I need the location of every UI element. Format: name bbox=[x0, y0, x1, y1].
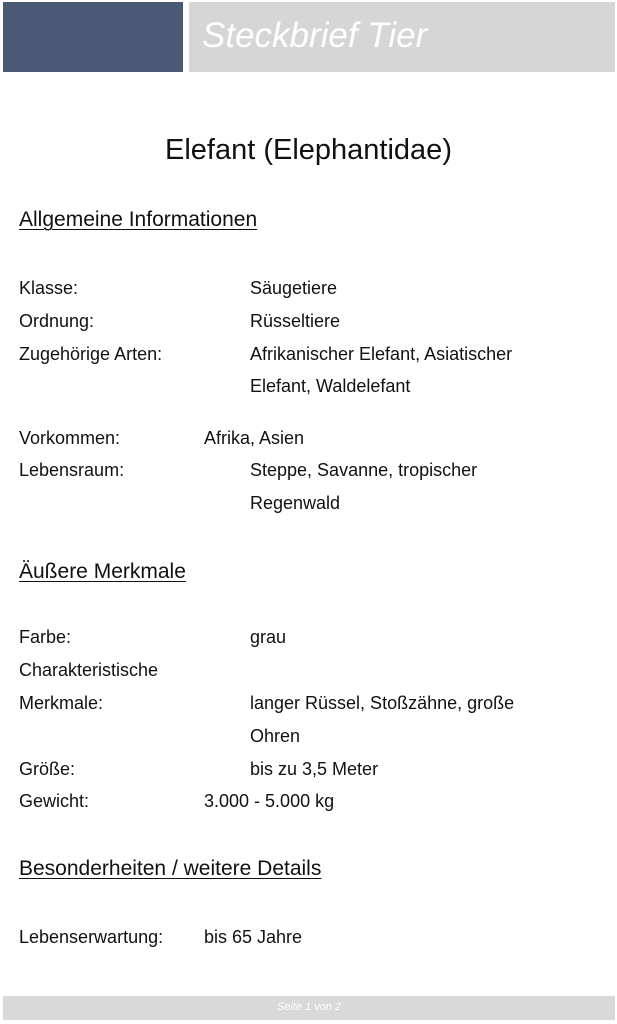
charakteristisch-label-line1: Charakteristische bbox=[19, 660, 159, 680]
lebensraum-value-line1: Steppe, Savanne, tropischer bbox=[250, 460, 478, 480]
gewicht-value: 3.000 - 5.000 kg bbox=[204, 791, 335, 811]
lebenserwartung-value: bis 65 Jahre bbox=[204, 927, 303, 947]
gewicht-label: Gewicht: bbox=[19, 791, 90, 811]
section-heading-merkmale: Äußere Merkmale bbox=[19, 560, 186, 583]
farbe-label: Farbe: bbox=[19, 627, 72, 647]
page-title: Elefant (Elephantidae) bbox=[165, 134, 452, 166]
ordnung-value: Rüsseltiere bbox=[250, 311, 341, 331]
vorkommen-label: Vorkommen: bbox=[19, 428, 121, 448]
lebensraum-label: Lebensraum: bbox=[19, 460, 125, 480]
section-heading-allgemein: Allgemeine Informationen bbox=[19, 208, 258, 231]
footer-bar bbox=[3, 996, 615, 1020]
klasse-label: Klasse: bbox=[19, 278, 79, 298]
section-heading-besonderheiten: Besonderheiten / weitere Details bbox=[19, 857, 322, 880]
charakteristisch-value-line2: Ohren bbox=[250, 726, 301, 746]
klasse-value: Säugetiere bbox=[250, 278, 338, 298]
header-title: Steckbrief Tier bbox=[202, 16, 428, 55]
arten-label: Zugehörige Arten: bbox=[19, 344, 163, 364]
header-accent-block bbox=[3, 2, 183, 72]
groesse-label: Größe: bbox=[19, 759, 76, 779]
charakteristisch-label-line2: Merkmale: bbox=[19, 693, 104, 713]
farbe-value: grau bbox=[250, 627, 287, 647]
lebenserwartung-label: Lebenserwartung: bbox=[19, 927, 164, 947]
vorkommen-value: Afrika, Asien bbox=[204, 428, 305, 448]
header-bar bbox=[189, 2, 615, 72]
arten-value-line2: Elefant, Waldelefant bbox=[250, 376, 411, 396]
arten-value-line1: Afrikanischer Elefant, Asiatischer bbox=[250, 344, 513, 364]
lebensraum-value-line2: Regenwald bbox=[250, 493, 341, 513]
charakteristisch-value-line1: langer Rüssel, Stoßzähne, große bbox=[250, 693, 515, 713]
ordnung-label: Ordnung: bbox=[19, 311, 95, 331]
groesse-value: bis zu 3,5 Meter bbox=[250, 759, 379, 779]
page-number: Seite 1 von 2 bbox=[276, 1001, 342, 1013]
